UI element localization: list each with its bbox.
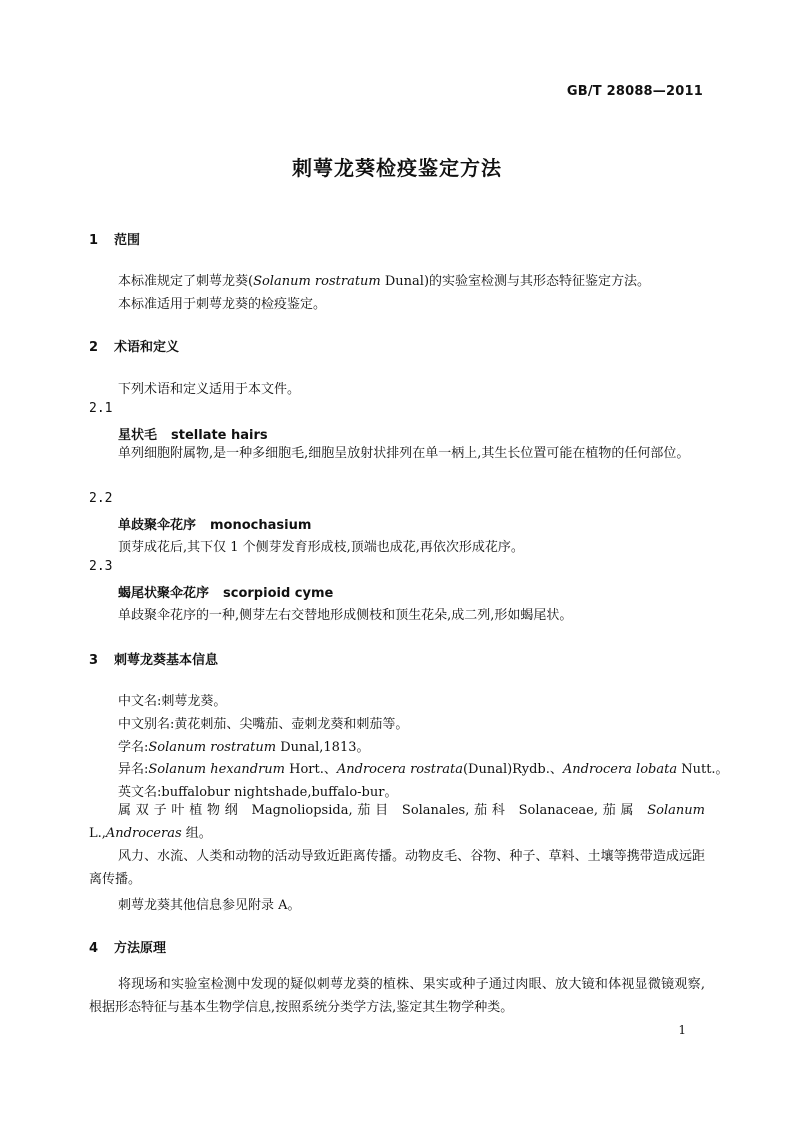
section-number: 1 <box>89 233 99 248</box>
section-number: 4 <box>89 941 99 956</box>
synonym-line <box>118 758 729 777</box>
section-1-heading <box>89 229 140 248</box>
synonym: Solanum hexandrum <box>148 762 285 777</box>
text: 组。 <box>181 826 212 841</box>
text: Dunal,1813。 <box>276 740 370 755</box>
term-chinese: 单歧聚伞花序 <box>118 518 197 533</box>
section-2-heading <box>89 336 179 355</box>
term-english: scorpioid cyme <box>223 586 334 601</box>
text: Hort.、 <box>285 762 337 777</box>
term-heading <box>118 514 311 533</box>
spread-paragraph: 风力、水流、人类和动物的活动导致近距离传播。动物皮毛、谷物、种子、草料、土壤等携带造成远距离传播。 <box>89 849 705 887</box>
genus-name: Solanum <box>647 803 705 818</box>
scientific-name: Solanum rostratum <box>148 740 277 755</box>
section-title: 刺萼龙葵基本信息 <box>114 653 219 668</box>
text: (Dunal)Rydb.、 <box>462 762 563 777</box>
section-1-paragraph-2: 本标准适用于刺萼龙葵的检疫鉴定。 <box>118 297 327 312</box>
section-title: 范围 <box>114 233 141 248</box>
section-4-paragraph: 将现场和实验室检测中发现的疑似刺萼龙葵的植株、果实或种子通过肉眼、放大镜和体视显微镜观察,根据形态特征与基本生物学信息,按照系统分类学方法,鉴定其生物学种类。 <box>89 977 705 1015</box>
term-definition: 单歧聚伞花序的一种,侧芽左右交替地形成侧枝和顶生花朵,成二列,形如蝎尾状。 <box>118 608 573 623</box>
section-number: 3 <box>89 653 99 668</box>
section-4-heading <box>89 937 166 956</box>
text: 属双子叶植物纲 Magnoliopsida,茄目 Solanales,茄科 Solanaceae,茄属 <box>118 803 648 818</box>
term-english: monochasium <box>210 518 312 533</box>
page-number: 1 <box>678 1023 686 1037</box>
term-number: 2.2 <box>89 491 113 506</box>
chinese-alias-line: 中文别名:黄花刺茄、尖嘴茄、壶刺龙葵和刺茄等。 <box>118 717 409 732</box>
text: L., <box>89 826 106 841</box>
scientific-name-line <box>118 736 370 755</box>
text: Nutt.。 <box>677 762 729 777</box>
term-definition: 顶芽成花后,其下仅 1 个侧芽发育形成枝,顶端也成花,再依次形成花序。 <box>118 540 524 555</box>
text: 学名: <box>118 740 149 755</box>
term-number: 2.1 <box>89 401 113 416</box>
section-2-intro: 下列术语和定义适用于本文件。 <box>118 382 301 397</box>
text: 本标准规定了刺萼龙葵( <box>118 274 254 289</box>
section-title: 术语和定义 <box>114 340 180 355</box>
term-chinese: 蝎尾状聚伞花序 <box>118 586 210 601</box>
section-1-paragraph-1 <box>118 270 650 289</box>
text: 异名: <box>118 762 149 777</box>
page-title: 刺萼龙葵检疫鉴定方法 <box>292 156 502 180</box>
synonym: Androcera rostrata <box>336 762 463 777</box>
section-title: 方法原理 <box>114 941 167 956</box>
term-heading <box>118 424 268 443</box>
term-heading <box>118 582 333 601</box>
more-info-line: 刺萼龙葵其他信息参见附录 A。 <box>118 898 301 913</box>
term-chinese: 星状毛 <box>118 428 158 443</box>
text: Dunal)的实验室检测与其形态特征鉴定方法。 <box>380 274 651 289</box>
section-3-heading <box>89 649 218 668</box>
section-number: 2 <box>89 340 99 355</box>
term-english: stellate hairs <box>171 428 268 443</box>
term-definition: 单列细胞附属物,是一种多细胞毛,细胞呈放射状排列在单一柄上,其生长位置可能在植物的任何部位。 <box>118 446 690 461</box>
taxonomy-paragraph <box>89 799 705 845</box>
scientific-name: Solanum rostratum <box>253 274 381 289</box>
english-name-line: 英文名:buffalobur nightshade,buffalo-bur。 <box>118 785 398 800</box>
synonym: Androcera lobata <box>562 762 678 777</box>
term-number: 2.3 <box>89 559 113 574</box>
standard-number: GB/T 28088—2011 <box>566 84 703 99</box>
chinese-name-line: 中文名:刺萼龙葵。 <box>118 694 227 709</box>
section-name: Androceras <box>105 826 182 841</box>
